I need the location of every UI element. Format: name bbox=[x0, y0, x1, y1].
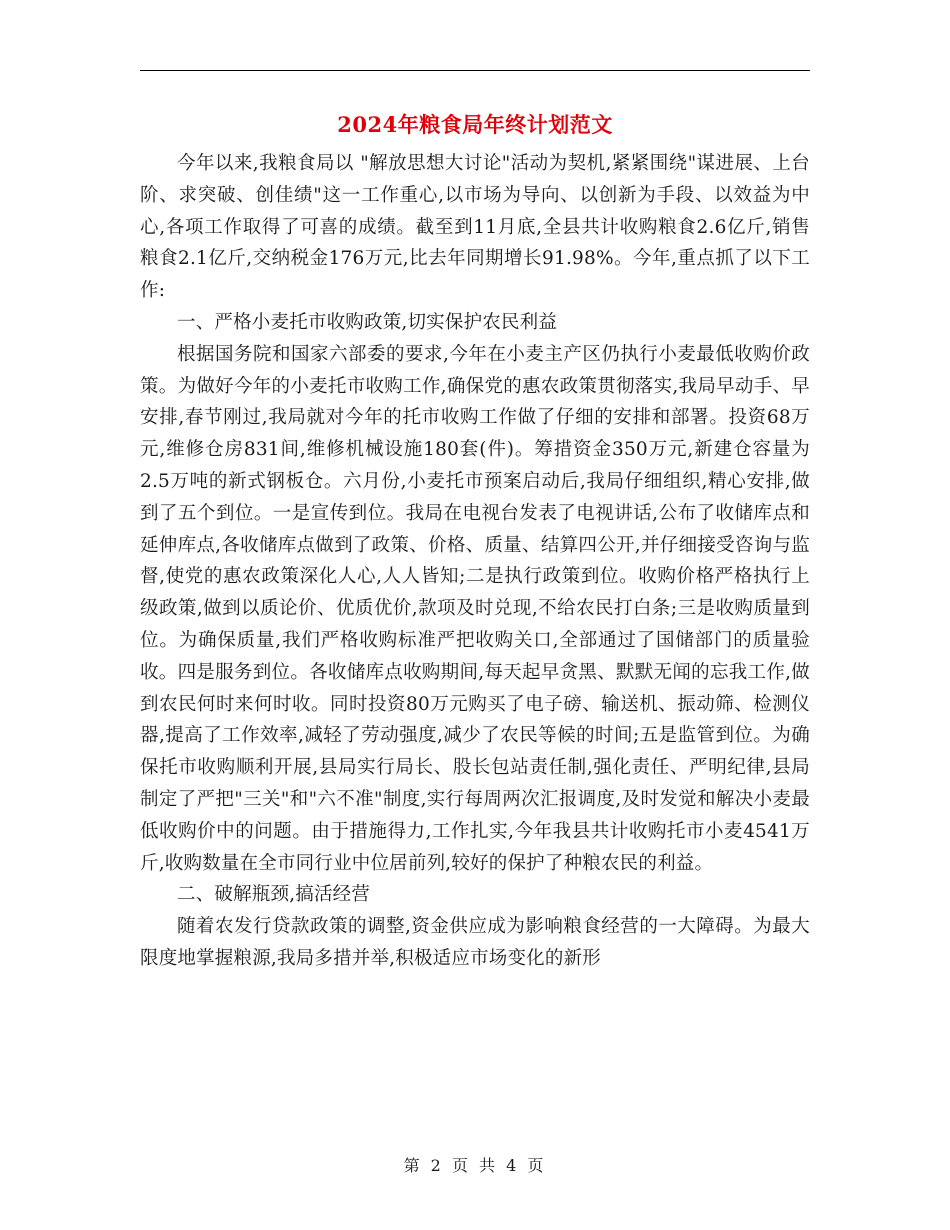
document-body bbox=[140, 148, 810, 975]
page-title: 2024年粮食局年终计划范文 bbox=[337, 112, 613, 137]
paragraph-intro: 今年以来,我粮食局以 "解放思想大讨论"活动为契机,紧紧围绕"谋进展、上台阶、求突破、创佳绩"这一工作重心,以市场为导向、以创新为手段、以效益为中心,各项工作取得了可喜的成绩。截至到11月底,全县共计收购粮食2.6亿斤,销售粮食2.1亿斤,交纳税金176万元,比去年同期增长91.98%。今年,重点抓了以下工作: bbox=[140, 153, 811, 302]
section-1-heading: 一、严格小麦托市收购政策,切实保护农民利益 bbox=[177, 311, 558, 333]
page-number-footer: 第 2 页 共 4 页 bbox=[403, 1156, 547, 1175]
section-2-heading: 二、破解瓶颈,搞活经营 bbox=[177, 884, 371, 906]
paragraph-section-2: 随着农发行贷款政策的调整,资金供应成为影响粮食经营的一大障碍。为最大限度地掌握粮源,我局多措并举,积极适应市场变化的新形 bbox=[140, 916, 810, 969]
header-rule bbox=[140, 70, 810, 71]
paragraph-section-1: 根据国务院和国家六部委的要求,今年在小麦主产区仍执行小麦最低收购价政策。为做好今年的小麦托市收购工作,确保党的惠农政策贯彻落实,我局早动手、早安排,春节刚过,我局就对今年的托市收购工作做了仔细的安排和部署。投资68万元,维修仓房831间,维修机械设施180套(件)。筹措资金350万元,新建仓容量为2.5万吨的新式钢板仓。六月份,小麦托市预案启动后,我局仔细组织,精心安排,做到了五个到位。一是宣传到位。我局在电视台发表了电视讲话,公布了收储库点和延伸库点,各收储库点做到了政策、价格、质量、结算四公开,并仔细接受咨询与监督,使党的惠农政策深化人心,人人皆知;二是执行政策到位。收购价格严格执行上级政策,做到以质论价、优质优价,款项及时兑现,不给农民打白条;三是收购质量到位。为确保质量,我们严格收购标准严把收购关口,全部通过了国储部门的质量验收。四是服务到位。各收储库点收购期间,每天起早贪黑、默默无闻的忘我工作,做到农民何时来何时收。同时投资80万元购买了电子磅、输送机、振动筛、检测仪器,提高了工作效率,减轻了劳动强度,减少了农民等候的时间;五是监管到位。为确保托市收购顺利开展,县局实行局长、股长包站责任制,强化责任、严明纪律,县局制定了严把"三关"和"六不准"制度,实行每周两次汇报调度,及时发觉和解决小麦最低收购价中的问题。由于措施得力,工作扎实,今年我县共计收购托市小麦4541万斤,收购数量在全市同行业中位居前列,较好的保护了种粮农民的利益。 bbox=[140, 343, 810, 874]
